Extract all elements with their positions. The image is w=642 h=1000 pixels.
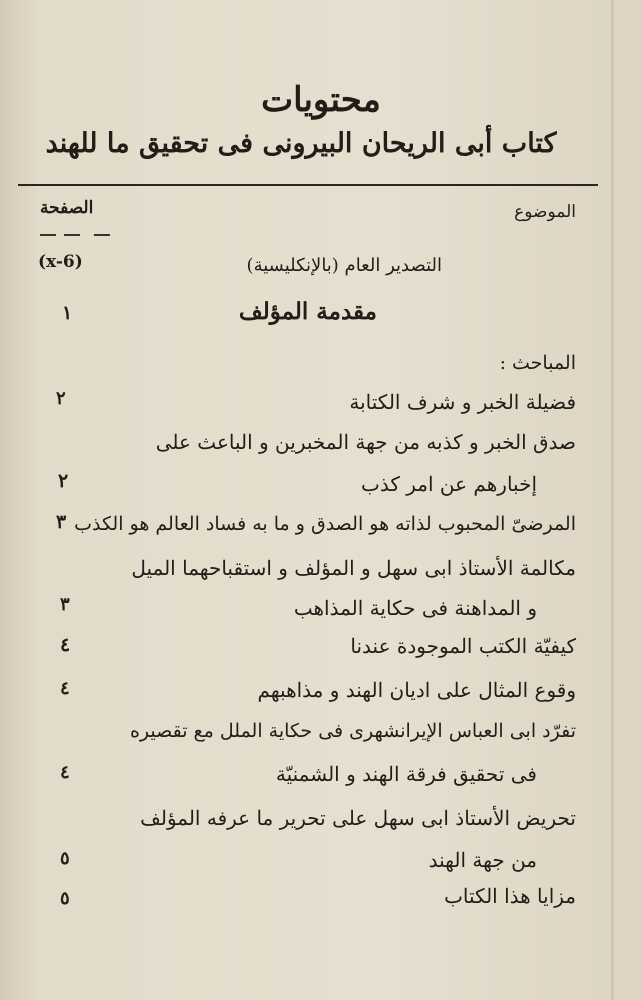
entry-page: ٥	[60, 888, 70, 909]
contents-title: محتويات	[261, 80, 381, 120]
entry-page: ٣	[56, 511, 67, 533]
entry-text: وقوع المثال على اديان الهند و مذاهبهم	[257, 678, 576, 702]
page-column-dash	[94, 234, 110, 236]
entry-page: ٣	[60, 594, 70, 615]
entry-text: التصدير العام (بالإنكليسية)	[246, 255, 442, 276]
entry-text: تحريض الأستاذ ابى سهل على تحرير ما عرفه المؤلف	[140, 806, 576, 830]
entry-text: صدق الخبر و كذبه من جهة المخبرين و الباعث على	[155, 430, 576, 454]
entry-page: ٢	[58, 470, 69, 492]
entry-page: ٥	[60, 848, 70, 869]
entry-text: كيفيّة الكتب الموجودة عندنا	[350, 634, 576, 658]
entry-text: فى تحقيق فرقة الهند و الشمنيّة	[275, 762, 537, 786]
page-column-dash	[40, 234, 56, 236]
entry-text: من جهة الهند	[428, 848, 537, 872]
entry-text: و المداهنة فى حكاية المذاهب	[293, 596, 537, 620]
page-column-dash	[64, 234, 80, 236]
book-title: كتاب أبى الريحان البيرونى فى تحقيق ما للهند	[45, 128, 557, 159]
title-rule	[18, 184, 598, 186]
entry-text: إخبارهم عن امر كذب	[361, 472, 537, 496]
entry-text: فضيلة الخبر و شرف الكتابة	[349, 390, 576, 414]
entry-text: مقدمة المؤلف	[238, 298, 377, 325]
column-header-topic: الموضوع	[514, 202, 576, 222]
entry-page: ١	[62, 302, 73, 324]
entry-page: ٤	[60, 762, 70, 783]
entry-text: المرضىّ المحبوب لذاته هو الصدق و ما به فساد العالم هو الكذب	[74, 513, 576, 535]
entry-text: المباحث :	[499, 352, 576, 374]
entry-text: تفرّد ابى العباس الإيرانشهرى فى حكاية الملل مع تقصيره	[129, 720, 576, 742]
entry-text: مزايا هذا الكتاب	[444, 884, 576, 908]
entry-text: مكالمة الأستاذ ابى سهل و المؤلف و استقباحهما الميل	[131, 556, 576, 580]
entry-page: ٤	[60, 634, 71, 656]
entry-page: ٤	[60, 678, 70, 699]
entry-page: ٢	[56, 388, 66, 409]
column-header-page: الصفحة	[40, 198, 94, 218]
entry-page: (x-6)	[38, 252, 83, 272]
